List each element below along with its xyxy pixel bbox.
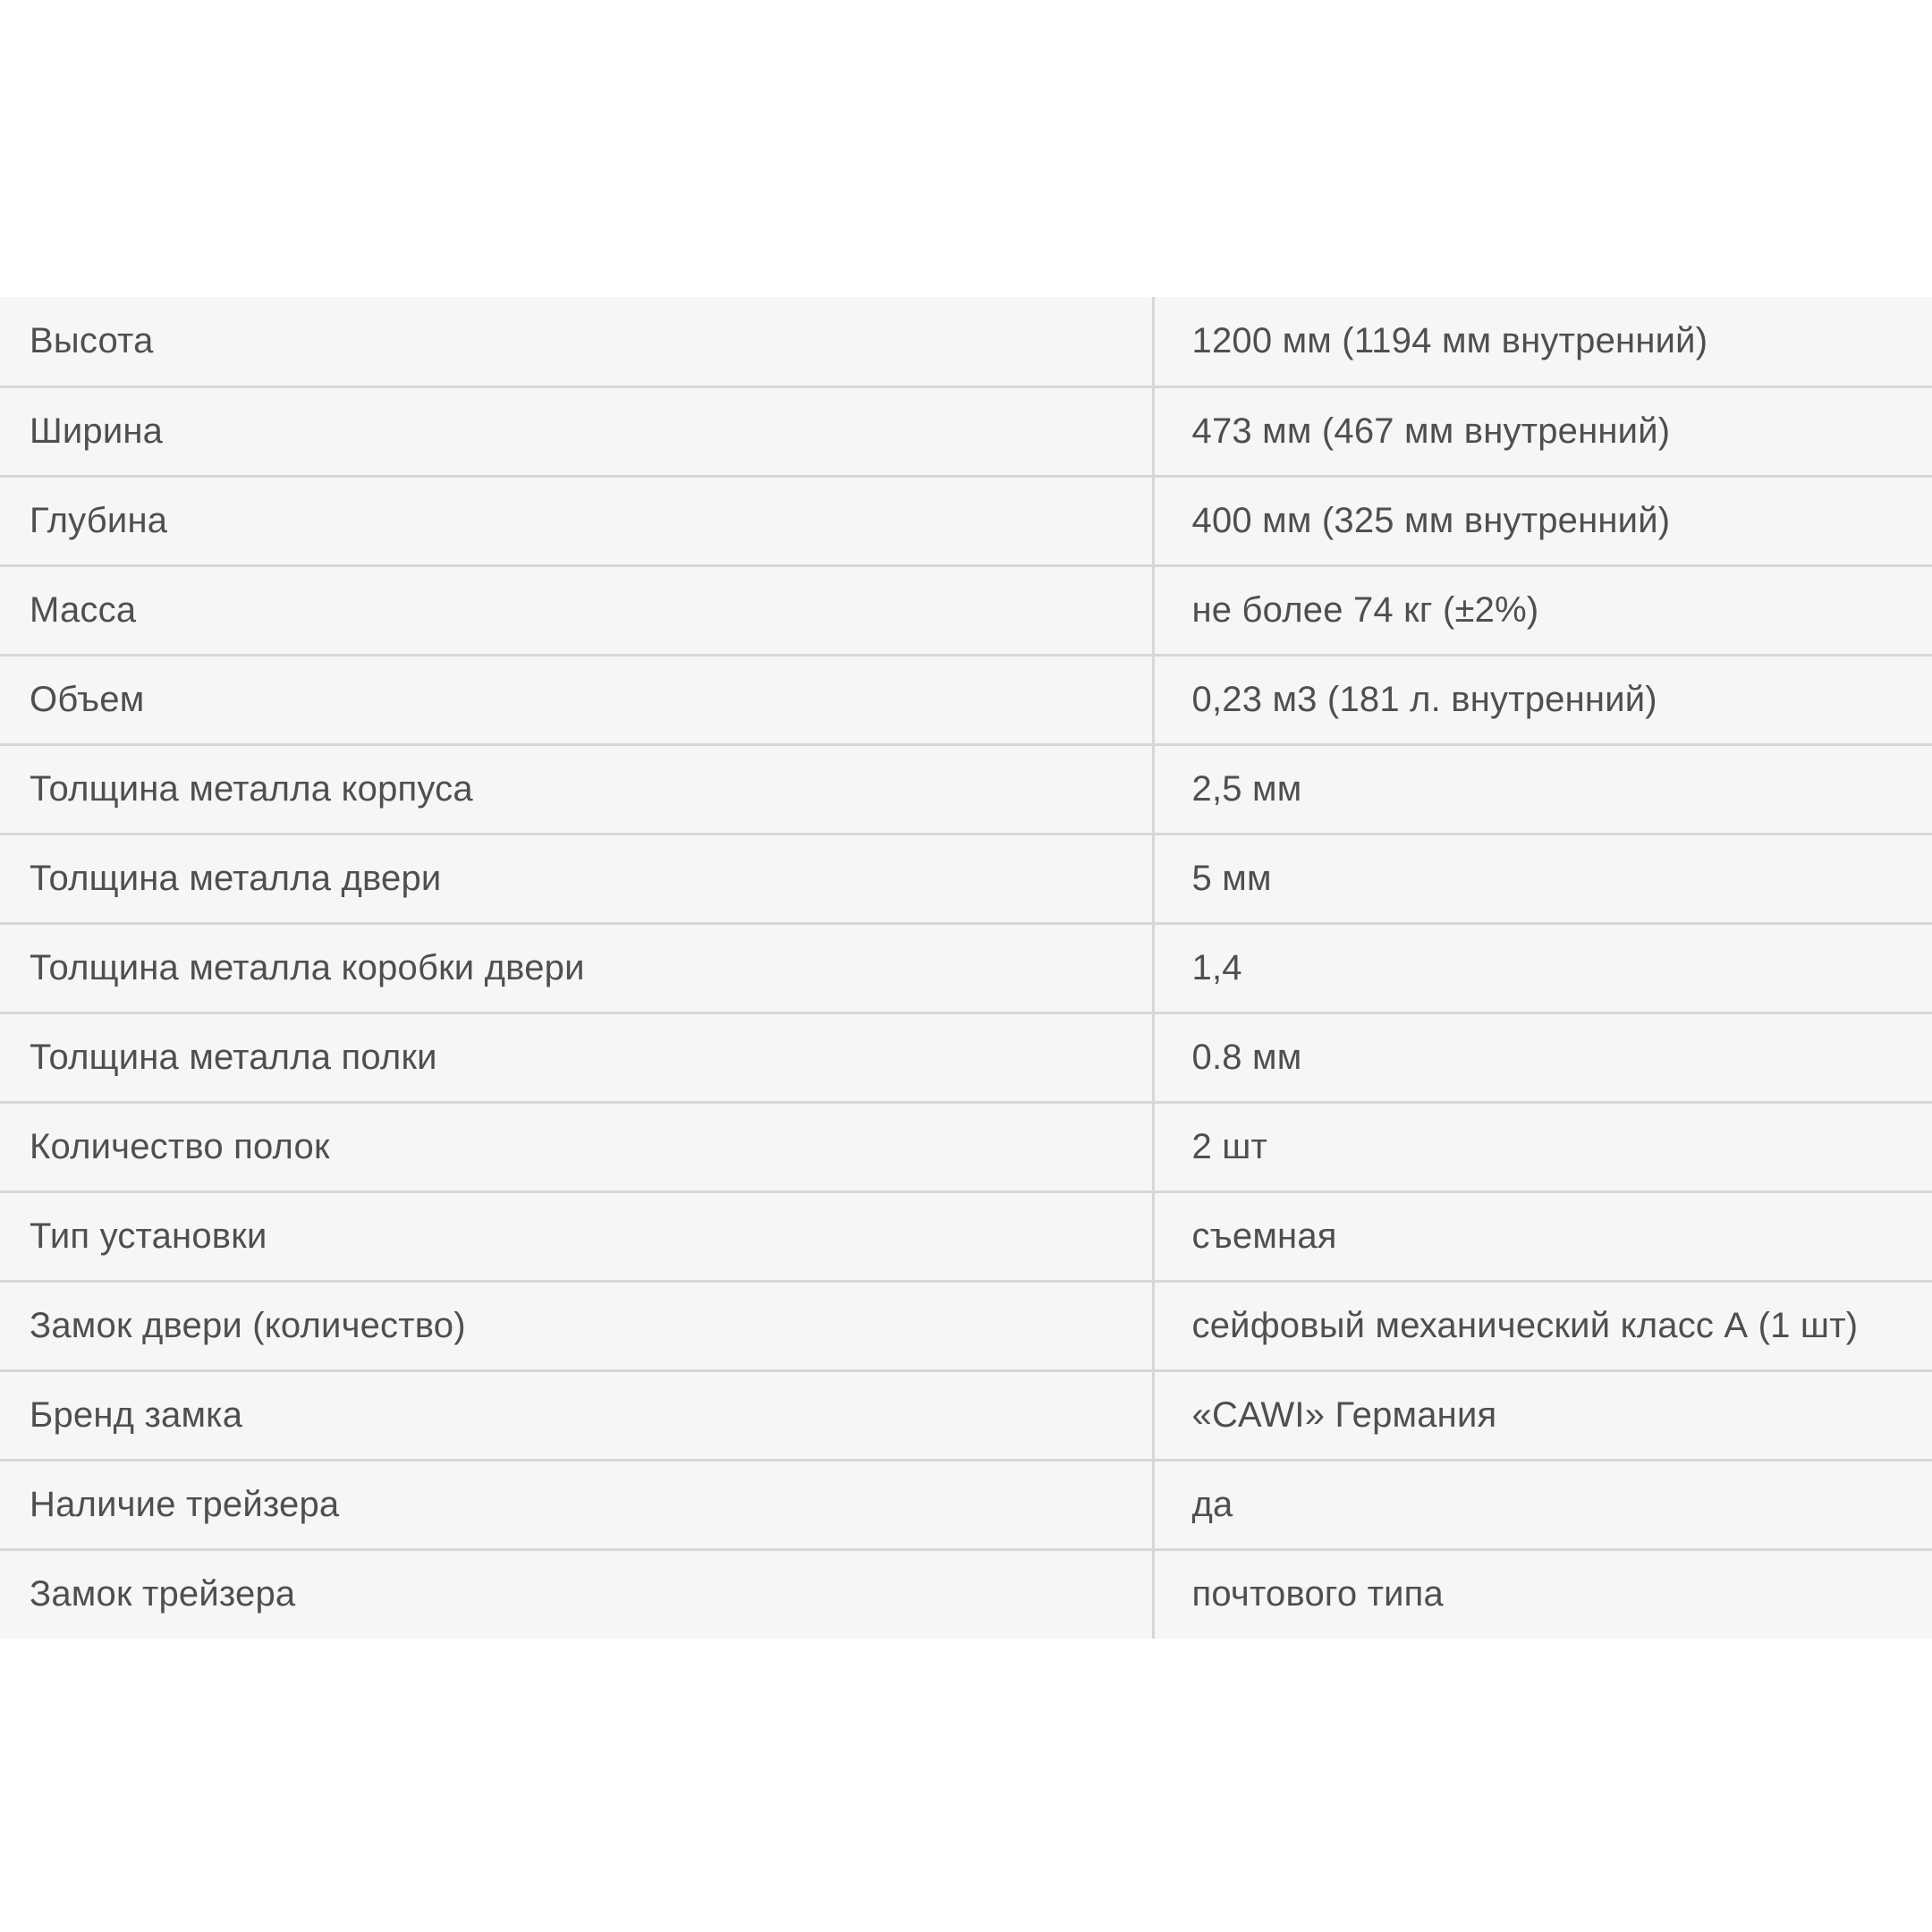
table-row — [0, 834, 1932, 923]
spec-name: Толщина металла коробки двери — [0, 923, 1153, 1013]
spec-name: Наличие трейзера — [0, 1460, 1153, 1549]
table-row — [0, 1191, 1932, 1281]
spec-name: Толщина металла двери — [0, 834, 1153, 923]
table-row — [0, 1549, 1932, 1639]
spec-value: 0,23 м3 (181 л. внутренний) — [1153, 655, 1932, 744]
spec-value: 5 мм — [1153, 834, 1932, 923]
spec-name: Бренд замка — [0, 1370, 1153, 1460]
spec-name: Тип установки — [0, 1191, 1153, 1281]
spec-name: Объем — [0, 655, 1153, 744]
spec-name: Глубина — [0, 476, 1153, 565]
table-row — [0, 386, 1932, 476]
table-row — [0, 923, 1932, 1013]
spec-value: 2 шт — [1153, 1102, 1932, 1191]
spec-value: почтового типа — [1153, 1549, 1932, 1639]
table-row — [0, 1370, 1932, 1460]
spec-name: Толщина металла корпуса — [0, 744, 1153, 834]
spec-value: сейфовый механический класс А (1 шт) — [1153, 1281, 1932, 1370]
table-row — [0, 565, 1932, 655]
table-row — [0, 744, 1932, 834]
spec-value: 2,5 мм — [1153, 744, 1932, 834]
spec-value: 400 мм (325 мм внутренний) — [1153, 476, 1932, 565]
spec-name: Замок трейзера — [0, 1549, 1153, 1639]
table-row — [0, 655, 1932, 744]
spec-name: Высота — [0, 297, 1153, 386]
table-row — [0, 1013, 1932, 1102]
spec-name: Толщина металла полки — [0, 1013, 1153, 1102]
spec-name: Количество полок — [0, 1102, 1153, 1191]
spec-name: Замок двери (количество) — [0, 1281, 1153, 1370]
table-row — [0, 476, 1932, 565]
spec-value: 1200 мм (1194 мм внутренний) — [1191, 320, 1708, 360]
table-row — [0, 297, 1932, 386]
spec-value: 0.8 мм — [1153, 1013, 1932, 1102]
table-row — [0, 1281, 1932, 1370]
table-row — [0, 1460, 1932, 1549]
spec-value: да — [1153, 1460, 1932, 1549]
specifications-table — [0, 297, 1932, 1639]
spec-value: 1,4 — [1153, 923, 1932, 1013]
spec-value: не более 74 кг (±2%) — [1153, 565, 1932, 655]
spec-name: Ширина — [0, 386, 1153, 476]
spec-value: 473 мм (467 мм внутренний) — [1153, 386, 1932, 476]
table-row — [0, 1102, 1932, 1191]
spec-name: Масса — [0, 565, 1153, 655]
spec-value: «CAWI» Германия — [1153, 1370, 1932, 1460]
spec-value: съемная — [1153, 1191, 1932, 1281]
